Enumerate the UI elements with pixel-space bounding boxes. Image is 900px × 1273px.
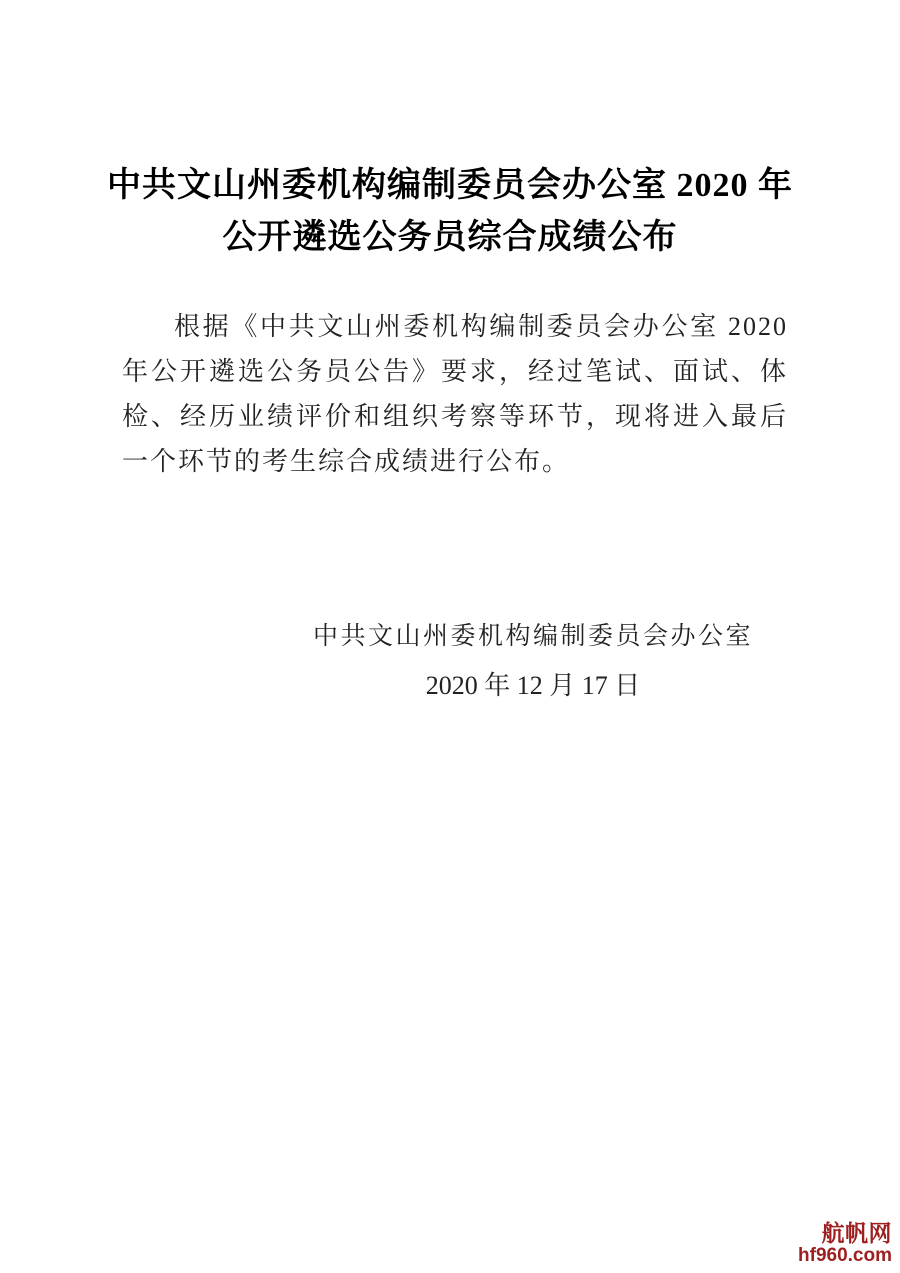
signature-block bbox=[313, 614, 753, 708]
signature-org: 中共文山州委机构编制委员会办公室 bbox=[312, 623, 753, 650]
body-paragraph: 根据《中共文山州委机构编制委员会办公室 2020 年公开遴选公务员公告》要求，经过笔试、面试、体检、经历业绩评价和组织考察等环节，现将进入最后一个环节的考生综合成绩进行公布。 bbox=[122, 312, 788, 476]
signature-date: 2020 年 12 月 17 日 bbox=[425, 671, 641, 700]
watermark-site-name: 航帆网 bbox=[821, 1219, 892, 1246]
document-title bbox=[60, 160, 840, 264]
watermark-site-url: hf960.com bbox=[798, 1245, 892, 1267]
site-watermark bbox=[798, 1221, 892, 1267]
document-title-line1: 中共文山州委机构编制委员会办公室 2020 年 bbox=[107, 167, 793, 204]
document-title-line2: 公开遴选公务员综合成绩公布 bbox=[222, 219, 678, 256]
